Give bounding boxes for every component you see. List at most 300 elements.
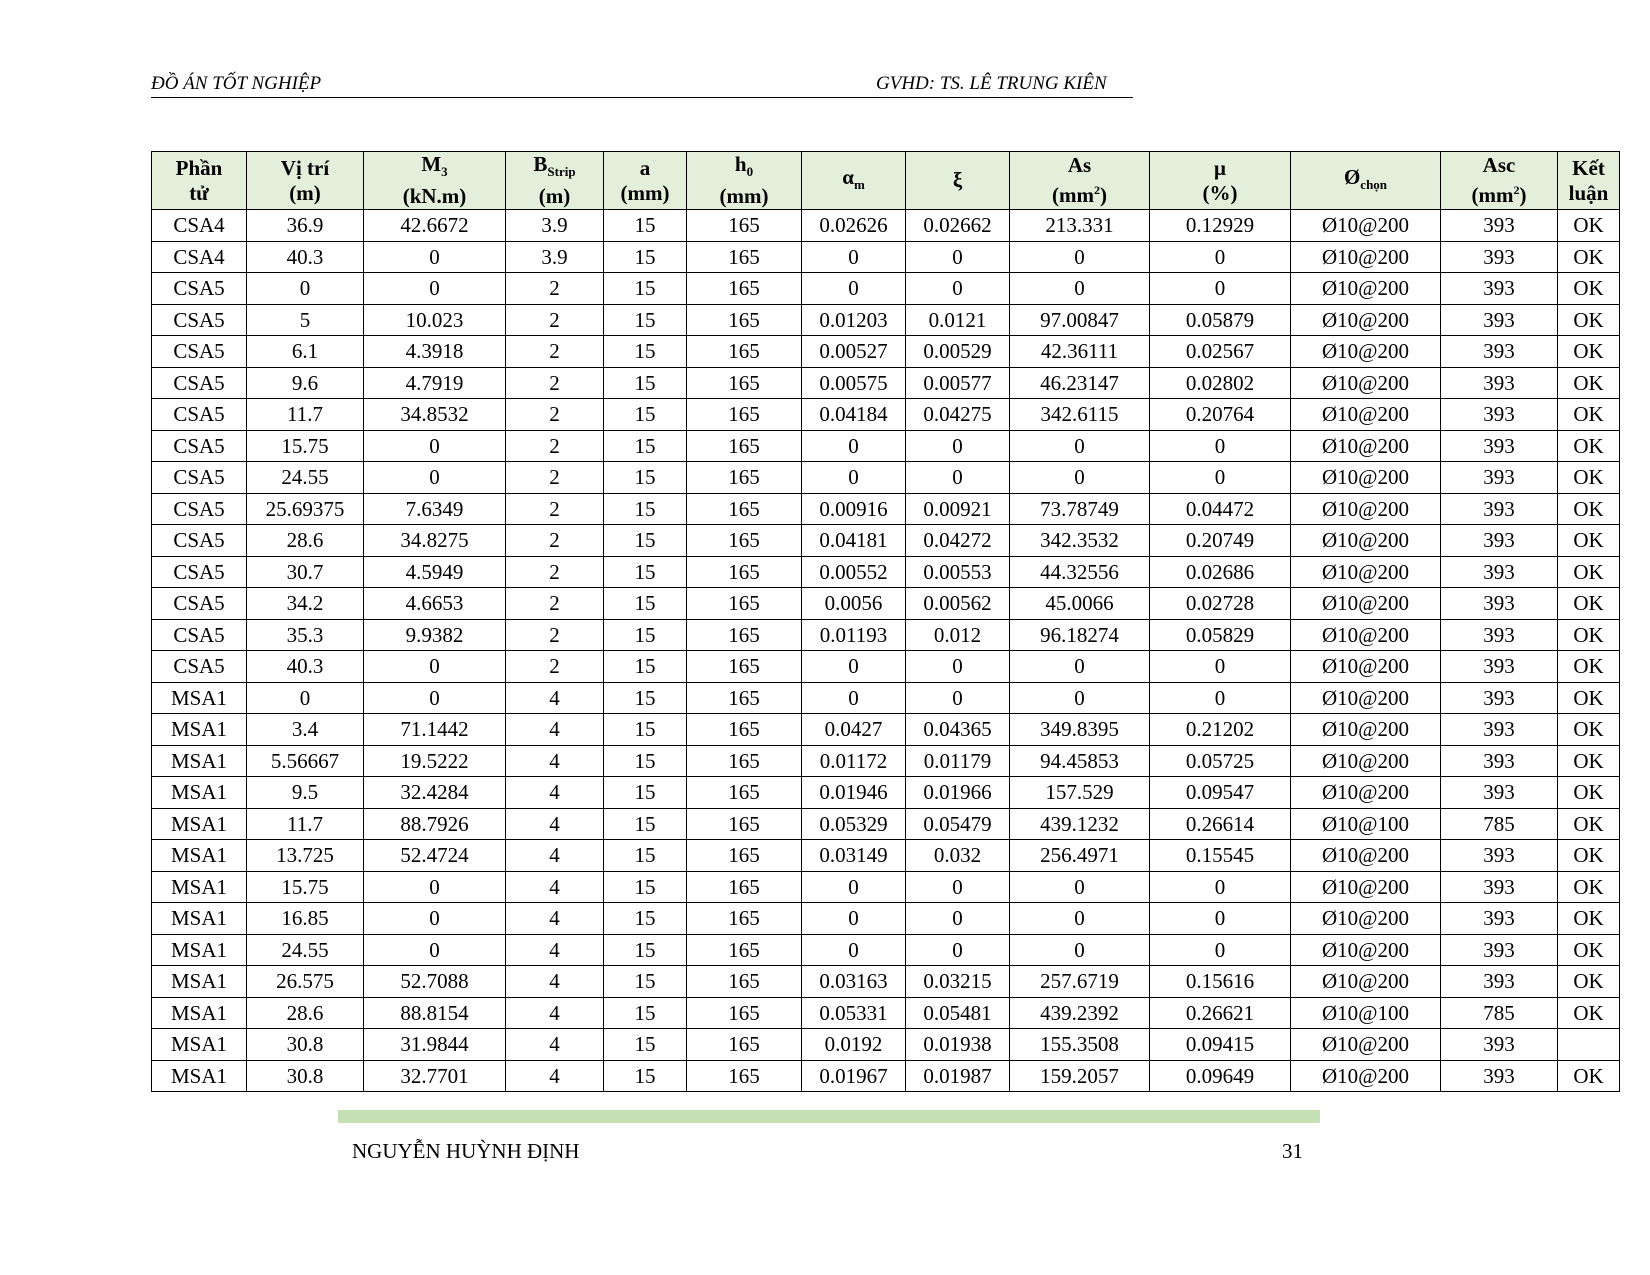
cell-cover: 15	[604, 997, 687, 1029]
cell-strip-width: 4	[506, 997, 604, 1029]
col-header-mu: μ (%)	[1150, 152, 1291, 210]
table-row	[152, 871, 1620, 903]
cell-position: 36.9	[247, 210, 364, 242]
reinforcement-table	[151, 151, 1620, 1092]
cell-strip-width: 4	[506, 714, 604, 746]
cell-strip-width: 2	[506, 588, 604, 620]
cell-effective-depth: 165	[687, 588, 802, 620]
cell-effective-depth: 165	[687, 1029, 802, 1061]
cell-as: 0	[1010, 462, 1150, 494]
cell-alpha-m: 0	[802, 682, 906, 714]
cell-alpha-m: 0.04184	[802, 399, 906, 431]
table-row	[152, 651, 1620, 683]
cell-effective-depth: 165	[687, 241, 802, 273]
cell-moment: 10.023	[364, 304, 506, 336]
cell-conclusion: OK	[1558, 336, 1620, 368]
cell-element: MSA1	[152, 840, 247, 872]
cell-xi: 0.05479	[906, 808, 1010, 840]
cell-xi: 0	[906, 430, 1010, 462]
cell-position: 30.8	[247, 1029, 364, 1061]
cell-alpha-m: 0	[802, 871, 906, 903]
cell-xi: 0.01987	[906, 1060, 1010, 1092]
cell-element: MSA1	[152, 903, 247, 935]
cell-mu: 0	[1150, 682, 1291, 714]
cell-cover: 15	[604, 651, 687, 683]
cell-asc: 393	[1441, 210, 1558, 242]
cell-strip-width: 2	[506, 462, 604, 494]
cell-position: 30.8	[247, 1060, 364, 1092]
cell-effective-depth: 165	[687, 808, 802, 840]
cell-bar-choice: Ø10@200	[1291, 840, 1441, 872]
table-row	[152, 399, 1620, 431]
cell-xi: 0.00577	[906, 367, 1010, 399]
cell-xi: 0.012	[906, 619, 1010, 651]
cell-as: 0	[1010, 241, 1150, 273]
cell-position: 30.7	[247, 556, 364, 588]
cell-asc: 393	[1441, 714, 1558, 746]
cell-alpha-m: 0	[802, 462, 906, 494]
cell-as: 439.2392	[1010, 997, 1150, 1029]
cell-alpha-m: 0.00575	[802, 367, 906, 399]
cell-alpha-m: 0.04181	[802, 525, 906, 557]
table-row	[152, 934, 1620, 966]
cell-conclusion: OK	[1558, 651, 1620, 683]
cell-element: CSA5	[152, 588, 247, 620]
cell-element: CSA5	[152, 462, 247, 494]
cell-bar-choice: Ø10@200	[1291, 556, 1441, 588]
cell-asc: 393	[1441, 367, 1558, 399]
cell-strip-width: 4	[506, 808, 604, 840]
col-header-conclusion: Kết luận	[1558, 152, 1620, 210]
cell-moment: 34.8532	[364, 399, 506, 431]
cell-as: 155.3508	[1010, 1029, 1150, 1061]
cell-as: 0	[1010, 871, 1150, 903]
col-header-element: Phần tử	[152, 152, 247, 210]
cell-as: 0	[1010, 934, 1150, 966]
cell-xi: 0.01179	[906, 745, 1010, 777]
cell-asc: 393	[1441, 840, 1558, 872]
cell-mu: 0.05725	[1150, 745, 1291, 777]
cell-moment: 0	[364, 871, 506, 903]
cell-moment: 42.6672	[364, 210, 506, 242]
cell-element: CSA5	[152, 367, 247, 399]
cell-bar-choice: Ø10@200	[1291, 934, 1441, 966]
cell-alpha-m: 0	[802, 934, 906, 966]
cell-mu: 0.09415	[1150, 1029, 1291, 1061]
cell-strip-width: 2	[506, 367, 604, 399]
cell-bar-choice: Ø10@200	[1291, 619, 1441, 651]
cell-position: 26.575	[247, 966, 364, 998]
cell-mu: 0	[1150, 903, 1291, 935]
cell-asc: 393	[1441, 273, 1558, 305]
cell-cover: 15	[604, 493, 687, 525]
cell-position: 11.7	[247, 399, 364, 431]
cell-cover: 15	[604, 304, 687, 336]
cell-element: MSA1	[152, 777, 247, 809]
cell-mu: 0.20749	[1150, 525, 1291, 557]
cell-effective-depth: 165	[687, 619, 802, 651]
cell-mu: 0	[1150, 934, 1291, 966]
cell-cover: 15	[604, 619, 687, 651]
cell-conclusion: OK	[1558, 934, 1620, 966]
table-row	[152, 1060, 1620, 1092]
cell-xi: 0.00553	[906, 556, 1010, 588]
cell-mu: 0	[1150, 651, 1291, 683]
cell-effective-depth: 165	[687, 210, 802, 242]
cell-cover: 15	[604, 934, 687, 966]
footer-page-number: 31	[1282, 1139, 1303, 1163]
cell-conclusion: OK	[1558, 840, 1620, 872]
table-row	[152, 840, 1620, 872]
cell-mu: 0.09649	[1150, 1060, 1291, 1092]
table-row	[152, 525, 1620, 557]
cell-element: CSA5	[152, 430, 247, 462]
cell-cover: 15	[604, 903, 687, 935]
cell-xi: 0.01966	[906, 777, 1010, 809]
cell-element: CSA5	[152, 493, 247, 525]
cell-cover: 15	[604, 777, 687, 809]
cell-alpha-m: 0	[802, 273, 906, 305]
cell-as: 349.8395	[1010, 714, 1150, 746]
cell-effective-depth: 165	[687, 840, 802, 872]
cell-bar-choice: Ø10@200	[1291, 966, 1441, 998]
cell-strip-width: 2	[506, 430, 604, 462]
col-header-bar-choice: $Ø_{chọn}$	[1291, 152, 1441, 210]
cell-moment: 34.8275	[364, 525, 506, 557]
cell-position: 13.725	[247, 840, 364, 872]
cell-mu: 0.02686	[1150, 556, 1291, 588]
cell-effective-depth: 165	[687, 430, 802, 462]
cell-asc: 393	[1441, 588, 1558, 620]
cell-moment: 71.1442	[364, 714, 506, 746]
cell-moment: 88.8154	[364, 997, 506, 1029]
cell-effective-depth: 165	[687, 745, 802, 777]
cell-mu: 0	[1150, 462, 1291, 494]
table-row	[152, 1029, 1620, 1061]
cell-strip-width: 4	[506, 903, 604, 935]
cell-asc: 393	[1441, 493, 1558, 525]
cell-alpha-m: 0.00527	[802, 336, 906, 368]
cell-xi: 0.01938	[906, 1029, 1010, 1061]
cell-conclusion: OK	[1558, 304, 1620, 336]
footer-accent-bar	[338, 1110, 1320, 1123]
table-body	[152, 210, 1620, 1092]
cell-mu: 0.09547	[1150, 777, 1291, 809]
table-row	[152, 619, 1620, 651]
cell-element: MSA1	[152, 745, 247, 777]
cell-position: 28.6	[247, 525, 364, 557]
cell-position: 5	[247, 304, 364, 336]
cell-bar-choice: Ø10@200	[1291, 588, 1441, 620]
cell-position: 16.85	[247, 903, 364, 935]
cell-bar-choice: Ø10@200	[1291, 682, 1441, 714]
cell-cover: 15	[604, 241, 687, 273]
cell-moment: 0	[364, 651, 506, 683]
cell-effective-depth: 165	[687, 777, 802, 809]
cell-asc: 393	[1441, 934, 1558, 966]
cell-effective-depth: 165	[687, 336, 802, 368]
cell-xi: 0.04275	[906, 399, 1010, 431]
cell-asc: 393	[1441, 682, 1558, 714]
cell-as: 213.331	[1010, 210, 1150, 242]
cell-bar-choice: Ø10@200	[1291, 430, 1441, 462]
cell-xi: 0	[906, 651, 1010, 683]
cell-bar-choice: Ø10@200	[1291, 399, 1441, 431]
cell-effective-depth: 165	[687, 903, 802, 935]
cell-element: MSA1	[152, 714, 247, 746]
cell-as: 0	[1010, 903, 1150, 935]
cell-bar-choice: Ø10@200	[1291, 336, 1441, 368]
cell-alpha-m: 0	[802, 430, 906, 462]
cell-effective-depth: 165	[687, 714, 802, 746]
cell-alpha-m: 0.01172	[802, 745, 906, 777]
cell-moment: 31.9844	[364, 1029, 506, 1061]
cell-as: 342.6115	[1010, 399, 1150, 431]
cell-asc: 393	[1441, 399, 1558, 431]
cell-asc: 393	[1441, 304, 1558, 336]
cell-position: 0	[247, 682, 364, 714]
cell-effective-depth: 165	[687, 462, 802, 494]
cell-moment: 0	[364, 273, 506, 305]
cell-strip-width: 2	[506, 336, 604, 368]
cell-alpha-m: 0.00916	[802, 493, 906, 525]
cell-alpha-m: 0.05331	[802, 997, 906, 1029]
cell-moment: 9.9382	[364, 619, 506, 651]
cell-moment: 32.7701	[364, 1060, 506, 1092]
cell-strip-width: 2	[506, 273, 604, 305]
cell-conclusion: OK	[1558, 367, 1620, 399]
cell-element: CSA5	[152, 525, 247, 557]
cell-as: 342.3532	[1010, 525, 1150, 557]
cell-conclusion: OK	[1558, 399, 1620, 431]
col-header-as: As $(mm^2)$	[1010, 152, 1150, 210]
cell-as: 46.23147	[1010, 367, 1150, 399]
cell-conclusion: OK	[1558, 525, 1620, 557]
cell-alpha-m: 0.0192	[802, 1029, 906, 1061]
cell-xi: 0.02662	[906, 210, 1010, 242]
cell-effective-depth: 165	[687, 304, 802, 336]
cell-alpha-m: 0.00552	[802, 556, 906, 588]
cell-position: 9.5	[247, 777, 364, 809]
cell-element: MSA1	[152, 682, 247, 714]
cell-as: 45.0066	[1010, 588, 1150, 620]
cell-cover: 15	[604, 682, 687, 714]
cell-strip-width: 4	[506, 934, 604, 966]
cell-alpha-m: 0	[802, 903, 906, 935]
cell-element: CSA5	[152, 399, 247, 431]
cell-position: 24.55	[247, 462, 364, 494]
cell-strip-width: 4	[506, 1029, 604, 1061]
cell-xi: 0	[906, 934, 1010, 966]
cell-effective-depth: 165	[687, 966, 802, 998]
cell-effective-depth: 165	[687, 1060, 802, 1092]
cell-as: 0	[1010, 430, 1150, 462]
cell-cover: 15	[604, 556, 687, 588]
cell-conclusion: OK	[1558, 588, 1620, 620]
table-row	[152, 241, 1620, 273]
cell-strip-width: 4	[506, 966, 604, 998]
cell-effective-depth: 165	[687, 997, 802, 1029]
cell-effective-depth: 165	[687, 651, 802, 683]
cell-element: CSA5	[152, 336, 247, 368]
col-header-moment: $M_3$ (kN.m)	[364, 152, 506, 210]
cell-moment: 19.5222	[364, 745, 506, 777]
cell-bar-choice: Ø10@200	[1291, 241, 1441, 273]
cell-bar-choice: Ø10@200	[1291, 651, 1441, 683]
cell-alpha-m: 0	[802, 651, 906, 683]
cell-alpha-m: 0.01946	[802, 777, 906, 809]
cell-alpha-m: 0.01203	[802, 304, 906, 336]
cell-mu: 0.21202	[1150, 714, 1291, 746]
cell-moment: 4.7919	[364, 367, 506, 399]
cell-xi: 0.032	[906, 840, 1010, 872]
cell-cover: 15	[604, 210, 687, 242]
cell-cover: 15	[604, 462, 687, 494]
col-header-alpha-m: $\alpha_m$	[802, 152, 906, 210]
cell-bar-choice: Ø10@100	[1291, 997, 1441, 1029]
cell-bar-choice: Ø10@200	[1291, 493, 1441, 525]
cell-as: 42.36111	[1010, 336, 1150, 368]
cell-asc: 393	[1441, 777, 1558, 809]
header-right-advisor: GVHD: TS. LÊ TRUNG KIÊN	[876, 73, 1107, 94]
table-row	[152, 745, 1620, 777]
cell-position: 11.7	[247, 808, 364, 840]
cell-as: 97.00847	[1010, 304, 1150, 336]
cell-element: CSA5	[152, 304, 247, 336]
cell-cover: 15	[604, 430, 687, 462]
cell-as: 256.4971	[1010, 840, 1150, 872]
cell-alpha-m: 0	[802, 241, 906, 273]
cell-moment: 88.7926	[364, 808, 506, 840]
cell-xi: 0.00562	[906, 588, 1010, 620]
cell-cover: 15	[604, 1029, 687, 1061]
cell-as: 96.18274	[1010, 619, 1150, 651]
cell-bar-choice: Ø10@200	[1291, 304, 1441, 336]
cell-asc: 393	[1441, 745, 1558, 777]
cell-xi: 0.04365	[906, 714, 1010, 746]
cell-conclusion: OK	[1558, 430, 1620, 462]
col-header-asc: Asc $(mm^2)$	[1441, 152, 1558, 210]
cell-element: CSA5	[152, 273, 247, 305]
cell-conclusion: OK	[1558, 462, 1620, 494]
cell-strip-width: 2	[506, 493, 604, 525]
cell-element: MSA1	[152, 1029, 247, 1061]
cell-bar-choice: Ø10@200	[1291, 745, 1441, 777]
cell-as: 159.2057	[1010, 1060, 1150, 1092]
cell-alpha-m: 0.0056	[802, 588, 906, 620]
cell-bar-choice: Ø10@200	[1291, 462, 1441, 494]
cell-cover: 15	[604, 871, 687, 903]
cell-moment: 32.4284	[364, 777, 506, 809]
cell-element: MSA1	[152, 808, 247, 840]
cell-alpha-m: 0.01193	[802, 619, 906, 651]
cell-moment: 52.4724	[364, 840, 506, 872]
cell-cover: 15	[604, 273, 687, 305]
cell-strip-width: 3.9	[506, 241, 604, 273]
cell-cover: 15	[604, 1060, 687, 1092]
cell-effective-depth: 165	[687, 399, 802, 431]
cell-mu: 0.15545	[1150, 840, 1291, 872]
cell-cover: 15	[604, 745, 687, 777]
cell-xi: 0.05481	[906, 997, 1010, 1029]
table-row	[152, 273, 1620, 305]
cell-asc: 393	[1441, 1060, 1558, 1092]
cell-conclusion: OK	[1558, 777, 1620, 809]
cell-strip-width: 2	[506, 651, 604, 683]
cell-asc: 785	[1441, 808, 1558, 840]
cell-moment: 52.7088	[364, 966, 506, 998]
cell-strip-width: 2	[506, 399, 604, 431]
cell-strip-width: 2	[506, 525, 604, 557]
cell-strip-width: 4	[506, 840, 604, 872]
cell-asc: 393	[1441, 1029, 1558, 1061]
cell-conclusion	[1558, 1029, 1620, 1061]
cell-asc: 393	[1441, 525, 1558, 557]
cell-conclusion: OK	[1558, 273, 1620, 305]
col-header-xi: ξ	[906, 152, 1010, 210]
cell-moment: 4.5949	[364, 556, 506, 588]
cell-effective-depth: 165	[687, 525, 802, 557]
cell-strip-width: 4	[506, 777, 604, 809]
cell-xi: 0	[906, 462, 1010, 494]
cell-position: 28.6	[247, 997, 364, 1029]
cell-asc: 393	[1441, 556, 1558, 588]
table-row	[152, 588, 1620, 620]
table-row	[152, 430, 1620, 462]
cell-conclusion: OK	[1558, 966, 1620, 998]
cell-position: 15.75	[247, 430, 364, 462]
cell-asc: 393	[1441, 619, 1558, 651]
cell-strip-width: 4	[506, 745, 604, 777]
cell-asc: 393	[1441, 871, 1558, 903]
cell-mu: 0.26621	[1150, 997, 1291, 1029]
cell-conclusion: OK	[1558, 210, 1620, 242]
cell-as: 0	[1010, 682, 1150, 714]
cell-strip-width: 4	[506, 1060, 604, 1092]
cell-mu: 0.02567	[1150, 336, 1291, 368]
cell-xi: 0.04272	[906, 525, 1010, 557]
cell-conclusion: OK	[1558, 714, 1620, 746]
cell-conclusion: OK	[1558, 556, 1620, 588]
cell-bar-choice: Ø10@200	[1291, 210, 1441, 242]
cell-mu: 0.04472	[1150, 493, 1291, 525]
footer-author: NGUYỄN HUỲNH ĐỊNH	[352, 1139, 580, 1163]
cell-element: CSA5	[152, 619, 247, 651]
cell-alpha-m: 0.03149	[802, 840, 906, 872]
cell-conclusion: OK	[1558, 871, 1620, 903]
table-row	[152, 493, 1620, 525]
col-header-position: Vị trí (m)	[247, 152, 364, 210]
cell-xi: 0	[906, 273, 1010, 305]
cell-alpha-m: 0.03163	[802, 966, 906, 998]
cell-xi: 0.0121	[906, 304, 1010, 336]
cell-xi: 0	[906, 682, 1010, 714]
cell-position: 34.2	[247, 588, 364, 620]
cell-asc: 393	[1441, 651, 1558, 683]
table-row	[152, 210, 1620, 242]
table-row	[152, 714, 1620, 746]
cell-cover: 15	[604, 714, 687, 746]
cell-moment: 4.6653	[364, 588, 506, 620]
header-rule	[151, 97, 1133, 98]
cell-bar-choice: Ø10@100	[1291, 808, 1441, 840]
cell-strip-width: 2	[506, 619, 604, 651]
cell-mu: 0	[1150, 241, 1291, 273]
header-left-title: ĐỒ ÁN TỐT NGHIỆP	[151, 73, 322, 94]
cell-moment: 0	[364, 903, 506, 935]
table-row	[152, 808, 1620, 840]
cell-strip-width: 4	[506, 682, 604, 714]
